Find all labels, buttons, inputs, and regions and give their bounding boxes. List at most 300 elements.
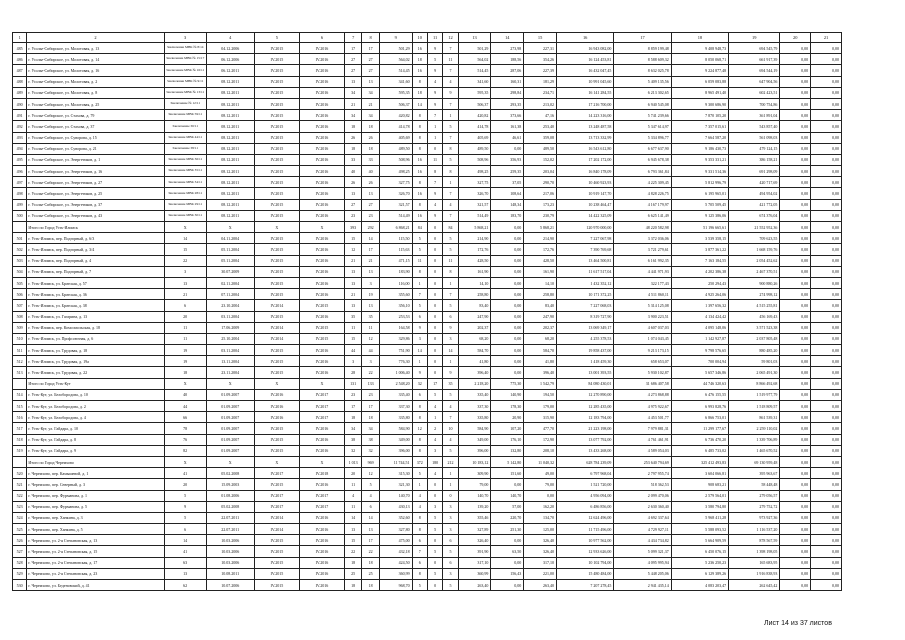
table-cell: 2 065 491,30 bbox=[729, 367, 780, 378]
table-cell: 1 bbox=[443, 110, 458, 121]
table-cell: 34 bbox=[344, 423, 361, 434]
table-cell: 06.12.2011 bbox=[206, 65, 254, 76]
table-cell: 14 bbox=[164, 535, 206, 546]
table-cell: 5 448 205,06 bbox=[614, 568, 671, 579]
table-cell: 564,02 bbox=[379, 54, 412, 65]
table-cell: 05.11.2004 bbox=[206, 244, 254, 255]
table-cell: 405,69 bbox=[458, 132, 491, 143]
table-cell: 12 bbox=[362, 333, 379, 344]
table-cell: 18 bbox=[362, 412, 379, 423]
table-cell: 321,30 bbox=[379, 479, 412, 490]
table-cell: 0 bbox=[427, 222, 442, 233]
table-cell: 2 259 110,02 bbox=[729, 423, 780, 434]
table-cell: 19 bbox=[164, 345, 206, 356]
table-cell: IV.2015 bbox=[254, 199, 299, 210]
table-cell: 01.09.2007 bbox=[206, 389, 254, 400]
table-cell: 4 828 226,75 bbox=[614, 188, 671, 199]
table-row bbox=[13, 434, 842, 445]
table-cell: 08.12.2011 bbox=[206, 154, 254, 165]
table-cell: 227,31 bbox=[524, 43, 557, 54]
table-cell: Заключение 38/11 bbox=[164, 143, 206, 154]
table-cell: 6 940 545,08 bbox=[614, 98, 671, 109]
table-cell: 82 bbox=[164, 445, 206, 456]
table-cell: 5 bbox=[443, 300, 458, 311]
table-cell: 14 bbox=[412, 345, 427, 356]
table-cell: 9 331 514,36 bbox=[671, 166, 728, 177]
table-cell: IV.2016 bbox=[299, 557, 344, 568]
table-cell: 8 859 199,48 bbox=[614, 43, 671, 54]
table-cell: 8 bbox=[443, 143, 458, 154]
table-cell: 0 bbox=[427, 345, 442, 356]
table-cell: 775,30 bbox=[491, 378, 524, 389]
table-cell: Заключение МВК № 15/17 bbox=[164, 54, 206, 65]
table-cell: 220,70 bbox=[491, 512, 524, 523]
table-cell: IV.2015 bbox=[254, 535, 299, 546]
table-cell: 647 904,56 bbox=[729, 76, 780, 87]
table-cell: 14 422 325,09 bbox=[556, 210, 613, 221]
table-cell: 335,40 bbox=[458, 389, 491, 400]
table-cell: Итого по Город Усть-Кут bbox=[27, 378, 164, 389]
table-row bbox=[13, 244, 842, 255]
table-cell: 34 bbox=[362, 110, 379, 121]
table-cell: 13 bbox=[344, 76, 361, 87]
table-cell: 27 bbox=[362, 199, 379, 210]
table-cell: 279 752,72 bbox=[729, 501, 780, 512]
table-cell: 1 013 bbox=[344, 456, 361, 467]
table-cell: IV.2015 bbox=[254, 445, 299, 456]
table-cell: 0,00 bbox=[491, 333, 524, 344]
table-cell: 16 bbox=[412, 210, 427, 221]
table-cell: 10.08.2011 bbox=[206, 568, 254, 579]
table-cell: IV.2015 bbox=[254, 143, 299, 154]
table-cell: 396,00 bbox=[379, 445, 412, 456]
table-cell: 115,63 bbox=[379, 244, 412, 255]
header-cell: 16 bbox=[556, 33, 613, 43]
table-cell: 0,00 bbox=[811, 98, 842, 109]
table-cell: 396,00 bbox=[458, 445, 491, 456]
table-cell: 5 930 102,87 bbox=[614, 367, 671, 378]
table-cell: 16 bbox=[412, 43, 427, 54]
table-row bbox=[13, 300, 842, 311]
table-cell: 0,00 bbox=[780, 479, 811, 490]
table-cell: 6 bbox=[443, 557, 458, 568]
table-cell: 751,90 bbox=[379, 345, 412, 356]
table-cell: IV.2015 bbox=[254, 568, 299, 579]
table-cell: 8 bbox=[412, 266, 427, 277]
table-cell: 0,00 bbox=[491, 479, 524, 490]
table-cell: 01.09.2007 bbox=[206, 401, 254, 412]
table-cell: 37,05 bbox=[491, 177, 524, 188]
table-cell: 13 464 500,81 bbox=[556, 255, 613, 266]
table-cell: 08.12.2011 bbox=[206, 132, 254, 143]
table-cell: 6 993 828,76 bbox=[671, 401, 728, 412]
header-cell: 21 bbox=[811, 33, 842, 43]
table-cell bbox=[13, 378, 27, 389]
table-cell: 424,50 bbox=[379, 557, 412, 568]
table-cell: 0 bbox=[427, 311, 442, 322]
table-cell: IV.2015 bbox=[254, 580, 299, 591]
table-cell: 1 bbox=[427, 121, 442, 132]
table-cell: 9 bbox=[427, 188, 442, 199]
table-cell: 8 bbox=[412, 199, 427, 210]
table-cell: 17 bbox=[344, 401, 361, 412]
table-cell: 13 bbox=[362, 300, 379, 311]
table-cell: 40 bbox=[164, 389, 206, 400]
table-cell: 279 056,57 bbox=[729, 490, 780, 501]
table-cell: 84 bbox=[443, 222, 458, 233]
table-cell: 355,46 bbox=[458, 512, 491, 523]
table-cell: 4 975 922,67 bbox=[614, 401, 671, 412]
table-cell: 287,06 bbox=[491, 65, 524, 76]
table-cell: Итого по Город Усть-Илимск bbox=[27, 222, 164, 233]
table-cell: 08.12.2011 bbox=[206, 87, 254, 98]
table-cell: 12 bbox=[362, 468, 379, 479]
table-cell: 6 bbox=[362, 501, 379, 512]
table-cell: 393 bbox=[344, 222, 361, 233]
table-cell: IV.2015 bbox=[254, 54, 299, 65]
table-cell: 1 916 838,93 bbox=[729, 568, 780, 579]
table-cell: 16 840 178,09 bbox=[556, 166, 613, 177]
table-cell: г. Усть-Кут, ул. Белобородова, д. 10 bbox=[27, 389, 164, 400]
table-cell: IV.2015 bbox=[254, 266, 299, 277]
table-cell: 01.08.2006 bbox=[206, 490, 254, 501]
table-cell: 0,00 bbox=[491, 367, 524, 378]
table-cell: IV.2017 bbox=[254, 490, 299, 501]
table-cell: 0,00 bbox=[811, 333, 842, 344]
table-cell: 14 bbox=[412, 98, 427, 109]
table-cell: 1 521 720,00 bbox=[556, 479, 613, 490]
table-cell: 5 bbox=[427, 54, 442, 65]
table-cell: 13 bbox=[362, 188, 379, 199]
table-cell: 3 372 036,06 bbox=[614, 233, 671, 244]
table-cell: 326,70 bbox=[379, 188, 412, 199]
table-cell: 15 480 484,00 bbox=[556, 568, 613, 579]
table-cell: 428,50 bbox=[524, 255, 557, 266]
table-cell: 405,69 bbox=[379, 132, 412, 143]
table-row bbox=[13, 501, 842, 512]
table-cell: 3 877 361,22 bbox=[671, 244, 728, 255]
header-cell: 18 bbox=[671, 33, 728, 43]
table-cell: 487 bbox=[13, 65, 27, 76]
table-cell: IV.2017 bbox=[254, 501, 299, 512]
table-cell: 08.12.2011 bbox=[206, 177, 254, 188]
table-cell: 6 793 361,84 bbox=[614, 166, 671, 177]
table-cell: 5 236 250,23 bbox=[671, 557, 728, 568]
table-cell: 16 bbox=[412, 188, 427, 199]
table-cell: 47,16 bbox=[524, 110, 557, 121]
table-cell: 202,37 bbox=[524, 322, 557, 333]
table-cell: 4 083 203,47 bbox=[671, 580, 728, 591]
table-cell: 4 bbox=[443, 76, 458, 87]
table-cell: 488 bbox=[13, 76, 27, 87]
table-cell: 4 bbox=[427, 468, 442, 479]
table-cell: 3 900 223,51 bbox=[614, 311, 671, 322]
table-cell: 140,90 bbox=[491, 389, 524, 400]
table-cell: 8 866 492,68 bbox=[729, 378, 780, 389]
table-cell: г. Усть-Илимск, ул. Братская, д. 38 bbox=[27, 300, 164, 311]
table-cell: 0,00 bbox=[491, 289, 524, 300]
header-cell: 7 bbox=[344, 33, 361, 43]
table-cell: 0,00 bbox=[780, 244, 811, 255]
table-cell: 0,00 bbox=[780, 289, 811, 300]
table-cell: 317,10 bbox=[524, 557, 557, 568]
table-cell: 6 bbox=[164, 524, 206, 535]
table-cell: г. Усть-Илимск, ул. Гагарина, д. 13 bbox=[27, 311, 164, 322]
table-header bbox=[13, 33, 842, 43]
table-cell: 518 362,53 bbox=[614, 479, 671, 490]
table-row bbox=[13, 143, 842, 154]
table-cell: 18 bbox=[344, 557, 361, 568]
table-cell: 13 bbox=[344, 188, 361, 199]
table-cell: 06.12.2006 bbox=[206, 54, 254, 65]
table-cell: 515 bbox=[13, 401, 27, 412]
table-cell: 0 bbox=[427, 289, 442, 300]
table-cell: 335,80 bbox=[458, 412, 491, 423]
table-cell: 4 202 386,38 bbox=[671, 266, 728, 277]
table-cell: 12 bbox=[412, 423, 427, 434]
table-cell: 428,50 bbox=[458, 255, 491, 266]
table-cell: 475,00 bbox=[379, 535, 412, 546]
table-cell: 15 bbox=[344, 233, 361, 244]
table-cell: 10 171 372,25 bbox=[556, 289, 613, 300]
table-cell: 2 579 564,01 bbox=[671, 490, 728, 501]
table-cell: 6 bbox=[412, 535, 427, 546]
table-cell: 6 736 470,20 bbox=[671, 434, 728, 445]
table-cell: 0,00 bbox=[811, 412, 842, 423]
table-cell: 32 bbox=[412, 378, 427, 389]
table-cell: 01.09.2007 bbox=[206, 423, 254, 434]
table-cell: 194,50 bbox=[524, 389, 557, 400]
table-cell: 0,00 bbox=[780, 322, 811, 333]
table-cell: 259,35 bbox=[491, 166, 524, 177]
table-row bbox=[13, 277, 842, 288]
table-cell: 13 069 349,17 bbox=[556, 322, 613, 333]
table-cell: 292 bbox=[362, 222, 379, 233]
table-cell: 21 223 198,00 bbox=[556, 423, 613, 434]
table-cell: 9 bbox=[443, 322, 458, 333]
table-cell: 0 bbox=[427, 557, 442, 568]
table-cell: 0,00 bbox=[811, 546, 842, 557]
table-cell: 8 965 491,40 bbox=[671, 87, 728, 98]
table-cell: 518 bbox=[13, 434, 27, 445]
table-cell: 3 604 066,81 bbox=[671, 468, 728, 479]
table-cell: 05.11.2004 bbox=[206, 255, 254, 266]
table-cell: 519 bbox=[13, 445, 27, 456]
table-cell: 263,40 bbox=[524, 580, 557, 591]
table-cell: 18 bbox=[344, 412, 361, 423]
table-cell: IV.2015 bbox=[254, 65, 299, 76]
table-cell: 496 bbox=[13, 166, 27, 177]
table-cell: 5 812 996,79 bbox=[671, 177, 728, 188]
table-cell: 0,00 bbox=[780, 512, 811, 523]
table-cell: 514,45 bbox=[458, 65, 491, 76]
table-cell: 0,00 bbox=[780, 333, 811, 344]
table-cell: 139,20 bbox=[458, 501, 491, 512]
table-cell: 08.12.2011 bbox=[206, 76, 254, 87]
table-cell: 2 bbox=[427, 423, 442, 434]
table-cell: IV.2016 bbox=[299, 87, 344, 98]
table-cell: 7 227 068,03 bbox=[556, 300, 613, 311]
subtotal-row bbox=[13, 378, 842, 389]
table-cell: 674 376,04 bbox=[729, 210, 780, 221]
table-cell: Х bbox=[206, 378, 254, 389]
table-cell: 7 390 769,68 bbox=[556, 244, 613, 255]
table-cell: 9 bbox=[427, 210, 442, 221]
table-cell: 9 224 877,48 bbox=[671, 65, 728, 76]
table-cell: 3 bbox=[443, 501, 458, 512]
table-cell: 178,30 bbox=[491, 401, 524, 412]
table-cell: 11 bbox=[164, 322, 206, 333]
table-cell: 1 418 459,30 bbox=[556, 356, 613, 367]
table-cell: 5 bbox=[427, 524, 442, 535]
table-cell: 694 544,19 bbox=[729, 65, 780, 76]
table-cell: 66 bbox=[164, 412, 206, 423]
table-cell bbox=[13, 222, 27, 233]
table-cell: Заключение МВК 59/11 bbox=[164, 110, 206, 121]
table-cell: 0 bbox=[427, 580, 442, 591]
table-cell: г. Усть-Илимск, ул. Трудовая, д. 22 bbox=[27, 367, 164, 378]
table-cell: 7 bbox=[443, 43, 458, 54]
table-cell: 386 158,21 bbox=[729, 154, 780, 165]
table-cell: 5 bbox=[443, 121, 458, 132]
table-cell: 0,00 bbox=[811, 222, 842, 233]
table-cell: 489,50 bbox=[524, 143, 557, 154]
table-cell: 0,00 bbox=[780, 87, 811, 98]
table-cell: 14 bbox=[164, 233, 206, 244]
table-cell: IV.2016 bbox=[299, 524, 344, 535]
table-cell: 156,43 bbox=[491, 568, 524, 579]
table-cell: 564,02 bbox=[458, 54, 491, 65]
table-cell: 498,25 bbox=[379, 166, 412, 177]
table-cell: 11 bbox=[412, 255, 427, 266]
table-cell: 3 bbox=[443, 333, 458, 344]
table-cell: IV.2014 bbox=[254, 300, 299, 311]
table-cell: 13 bbox=[344, 524, 361, 535]
table-cell: 08.12.2011 bbox=[206, 143, 254, 154]
table-cell: 5 bbox=[362, 479, 379, 490]
table-cell: 6 213 302,65 bbox=[614, 87, 671, 98]
table-cell: 46,61 bbox=[491, 132, 524, 143]
table-cell: 151,60 bbox=[491, 468, 524, 479]
table-cell: 203,04 bbox=[524, 166, 557, 177]
table-cell: IV.2017 bbox=[299, 501, 344, 512]
table-cell: IV.2015 bbox=[299, 322, 344, 333]
table-cell: 5 bbox=[443, 546, 458, 557]
table-cell: 6 bbox=[412, 311, 427, 322]
table-cell: 13 bbox=[362, 524, 379, 535]
table-cell: 508 bbox=[13, 311, 27, 322]
table-cell: г. Усолье-Сибирское, ул. Энергетиков, д. 37 bbox=[27, 199, 164, 210]
table-cell: 6 450 076,15 bbox=[671, 546, 728, 557]
table-cell: 878 567,59 bbox=[729, 535, 780, 546]
table-cell: 501,29 bbox=[458, 43, 491, 54]
header-row bbox=[13, 33, 842, 43]
table-cell: 561 098,03 bbox=[729, 132, 780, 143]
table-cell: 13 248 487,58 bbox=[556, 121, 613, 132]
table-cell: 315,30 bbox=[379, 468, 412, 479]
table-cell: 7 bbox=[427, 177, 442, 188]
table-cell: 15.09.2003 bbox=[206, 479, 254, 490]
header-cell: 15 bbox=[524, 33, 557, 43]
table-cell: 0,00 bbox=[780, 222, 811, 233]
header-cell: 13 bbox=[458, 33, 491, 43]
table-cell: 0,00 bbox=[491, 233, 524, 244]
table-cell: 16 bbox=[412, 154, 427, 165]
table-cell: 10.03.2006 bbox=[206, 535, 254, 546]
table-cell: 13 001 393,55 bbox=[556, 367, 613, 378]
table-cell: 514 bbox=[13, 389, 27, 400]
table-cell: 2 054 452,62 bbox=[729, 255, 780, 266]
table-cell: 354,26 bbox=[524, 54, 557, 65]
table-cell: Х bbox=[164, 378, 206, 389]
table-cell: 10 183,12 bbox=[458, 456, 491, 467]
table-cell: 335,40 bbox=[379, 389, 412, 400]
table-cell: 253 640 794,69 bbox=[614, 456, 671, 467]
table-cell: 3 580 794,80 bbox=[671, 501, 728, 512]
table-cell: 8 319 727,90 bbox=[556, 311, 613, 322]
table-cell: 18 bbox=[344, 121, 361, 132]
table-cell: 0 bbox=[427, 143, 442, 154]
table-cell: 6 866 753,01 bbox=[671, 412, 728, 423]
table-cell: 6 797 968,04 bbox=[556, 468, 613, 479]
table-cell: 83,40 bbox=[458, 300, 491, 311]
table-cell: 709 623,55 bbox=[729, 233, 780, 244]
table-cell: 5 bbox=[443, 233, 458, 244]
table-cell: 28 bbox=[344, 367, 361, 378]
table-cell: г. Усолье-Сибирское, ул. Энергетиков, д. 27 bbox=[27, 177, 164, 188]
table-cell: 908 683,21 bbox=[671, 479, 728, 490]
table-cell: IV.2015 bbox=[254, 76, 299, 87]
table-cell: 05.02.2008 bbox=[206, 501, 254, 512]
table-cell: 0,00 bbox=[780, 356, 811, 367]
table-cell: 03.11.2004 bbox=[206, 311, 254, 322]
table-cell: 1 542,79 bbox=[524, 378, 557, 389]
table-cell: 23 bbox=[344, 389, 361, 400]
table-cell: 22 bbox=[362, 367, 379, 378]
table-cell: 17 bbox=[344, 43, 361, 54]
table-cell: г. Черемхово, пер. Ханкина, д. 5 bbox=[27, 524, 164, 535]
table-cell: 0,00 bbox=[780, 143, 811, 154]
table-cell: 10 460 923,93 bbox=[556, 177, 613, 188]
table-cell: 26 bbox=[362, 132, 379, 143]
table-row bbox=[13, 210, 842, 221]
table-cell: 176,10 bbox=[491, 434, 524, 445]
table-cell: IV.2016 bbox=[299, 244, 344, 255]
table-cell: IV.2016 bbox=[299, 568, 344, 579]
table-cell: 325 412 493,83 bbox=[671, 456, 728, 467]
table-cell: 18 bbox=[412, 87, 427, 98]
table-cell: 861 539,31 bbox=[729, 412, 780, 423]
table-cell: IV.2015 bbox=[254, 166, 299, 177]
table-cell: 5 bbox=[427, 389, 442, 400]
table-cell: 12 624 496,00 bbox=[556, 512, 613, 523]
table-cell: 120 970 000,00 bbox=[556, 222, 613, 233]
table-cell: 326,40 bbox=[524, 535, 557, 546]
table-cell: 5 bbox=[412, 244, 427, 255]
table-cell: 262 645,42 bbox=[729, 580, 780, 591]
table-cell: 8 bbox=[412, 76, 427, 87]
table-cell: 116,00 bbox=[379, 277, 412, 288]
table-cell: 35 bbox=[362, 311, 379, 322]
table-cell: 13 bbox=[344, 277, 361, 288]
table-cell: 44 bbox=[164, 401, 206, 412]
table-cell: 0,00 bbox=[491, 143, 524, 154]
table-cell: 115,50 bbox=[379, 233, 412, 244]
table-cell: 16 124 453,81 bbox=[556, 54, 613, 65]
table-cell: 8 bbox=[412, 568, 427, 579]
table-cell: 0,00 bbox=[780, 54, 811, 65]
table-cell: 253,53 bbox=[379, 311, 412, 322]
